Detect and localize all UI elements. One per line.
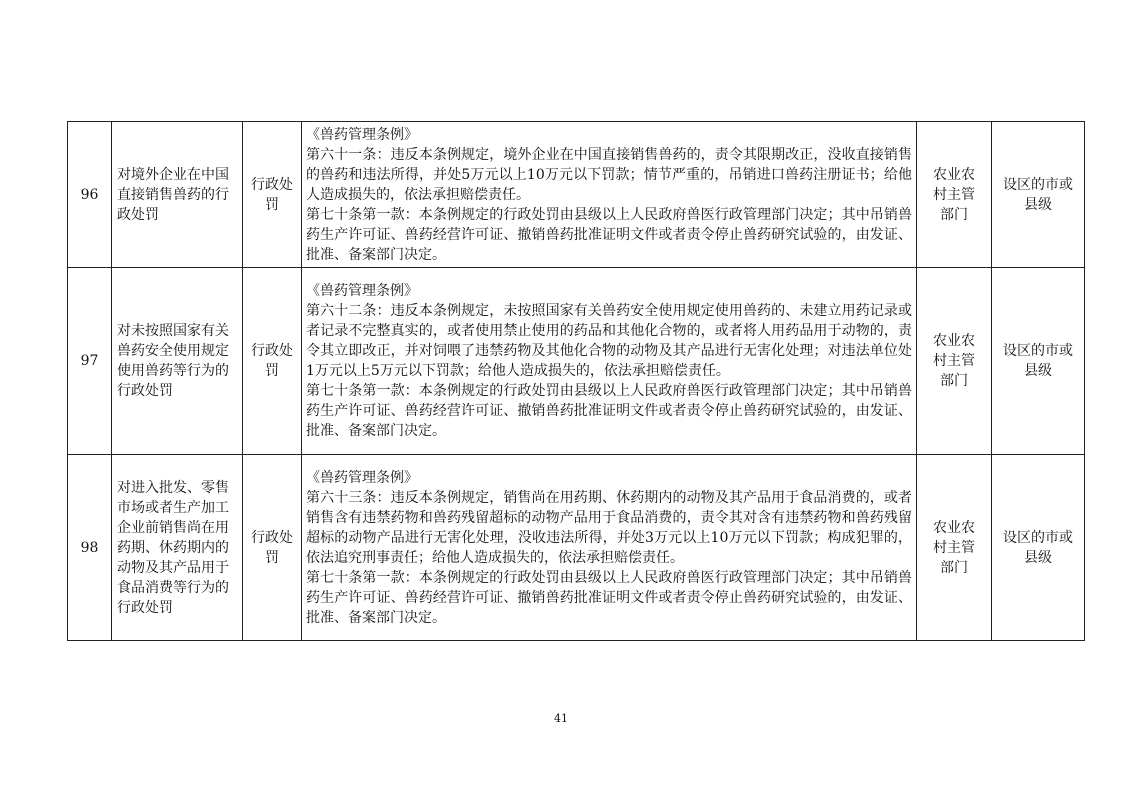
legal-basis <box>302 455 917 641</box>
responsible-department: 农业农村主管部门 <box>917 268 992 455</box>
basis-title: 《兽药管理条例》 <box>306 126 418 143</box>
item-name: 对境外企业在中国直接销售兽药的行政处罚 <box>112 122 243 268</box>
regulation-table <box>67 121 1085 641</box>
basis-clause: 第七十条第一款：本条例规定的行政处罚由县级以上人民政府兽医行政管理部门决定；其中吊销兽药生产许可证、兽药经营许可证、撤销兽药批准证明文件或者责令停止兽药研究试验的，由发证、批准、备案部门决定。 <box>306 383 912 439</box>
responsible-department: 农业农村主管部门 <box>917 122 992 268</box>
basis-clause: 第七十条第一款：本条例规定的行政处罚由县级以上人民政府兽医行政管理部门决定；其中吊销兽药生产许可证、兽药经营许可证、撤销兽药批准证明文件或者责令停止兽药研究试验的，由发证、批准、备案部门决定。 <box>306 206 912 263</box>
basis-title: 《兽药管理条例》 <box>306 283 418 299</box>
jurisdiction-level: 设区的市或县级 <box>992 455 1085 641</box>
item-type: 行政处罚 <box>243 122 302 268</box>
table-row <box>68 268 1085 455</box>
basis-clause: 第六十一条：违反本条例规定，境外企业在中国直接销售兽药的，责令其限期改正，没收直接销售的兽药和违法所得，并处5万元以上10万元以下罚款；情节严重的，吊销进口兽药注册证书；给他人造成损失的，依法承担赔偿责任。 <box>306 146 912 203</box>
table-row <box>68 122 1085 268</box>
legal-basis <box>302 268 917 455</box>
basis-title: 《兽药管理条例》 <box>306 469 418 486</box>
basis-clause: 第七十条第一款：本条例规定的行政处罚由县级以上人民政府兽医行政管理部门决定；其中吊销兽药生产许可证、兽药经营许可证、撤销兽药批准证明文件或者责令停止兽药研究试验的，由发证、批准、备案部门决定。 <box>306 569 912 626</box>
item-type: 行政处罚 <box>243 455 302 641</box>
item-name: 对进入批发、零售市场或者生产加工企业前销售尚在用药期、休药期内的动物及其产品用于食品消费等行为的行政处罚 <box>112 455 243 641</box>
jurisdiction-level: 设区的市或县级 <box>992 268 1085 455</box>
table-row <box>68 455 1085 641</box>
legal-basis <box>302 122 917 268</box>
row-number: 96 <box>68 122 112 268</box>
responsible-department: 农业农村主管部门 <box>917 455 992 641</box>
row-number: 98 <box>68 455 112 641</box>
basis-clause: 第六十三条：违反本条例规定，销售尚在用药期、休药期内的动物及其产品用于食品消费的，或者销售含有违禁药物和兽药残留超标的动物产品用于食品消费的，责令其对含有违禁药物和兽药残留超标的动物产品进行无害化处理，没收违法所得，并处3万元以上10万元以下罚款；构成犯罪的，依法追究刑事责任；给他人造成损失的，依法承担赔偿责任。 <box>306 489 912 566</box>
jurisdiction-level: 设区的市或县级 <box>992 122 1085 268</box>
item-name: 对未按照国家有关兽药安全使用规定使用兽药等行为的行政处罚 <box>112 268 243 455</box>
basis-clause: 第六十二条：违反本条例规定，未按照国家有关兽药安全使用规定使用兽药的、未建立用药记录或者记录不完整真实的，或者使用禁止使用的药品和其他化合物的，或者将人用药品用于动物的，责令其立即改正，并对饲喂了违禁药物及其他化合物的动物及其产品进行无害化处理；对违法单位处1万元以上5万元以下罚款；给他人造成损失的，依法承担赔偿责任。 <box>306 303 912 379</box>
item-type: 行政处罚 <box>243 268 302 455</box>
page-number: 41 <box>554 712 568 725</box>
row-number: 97 <box>68 268 112 455</box>
